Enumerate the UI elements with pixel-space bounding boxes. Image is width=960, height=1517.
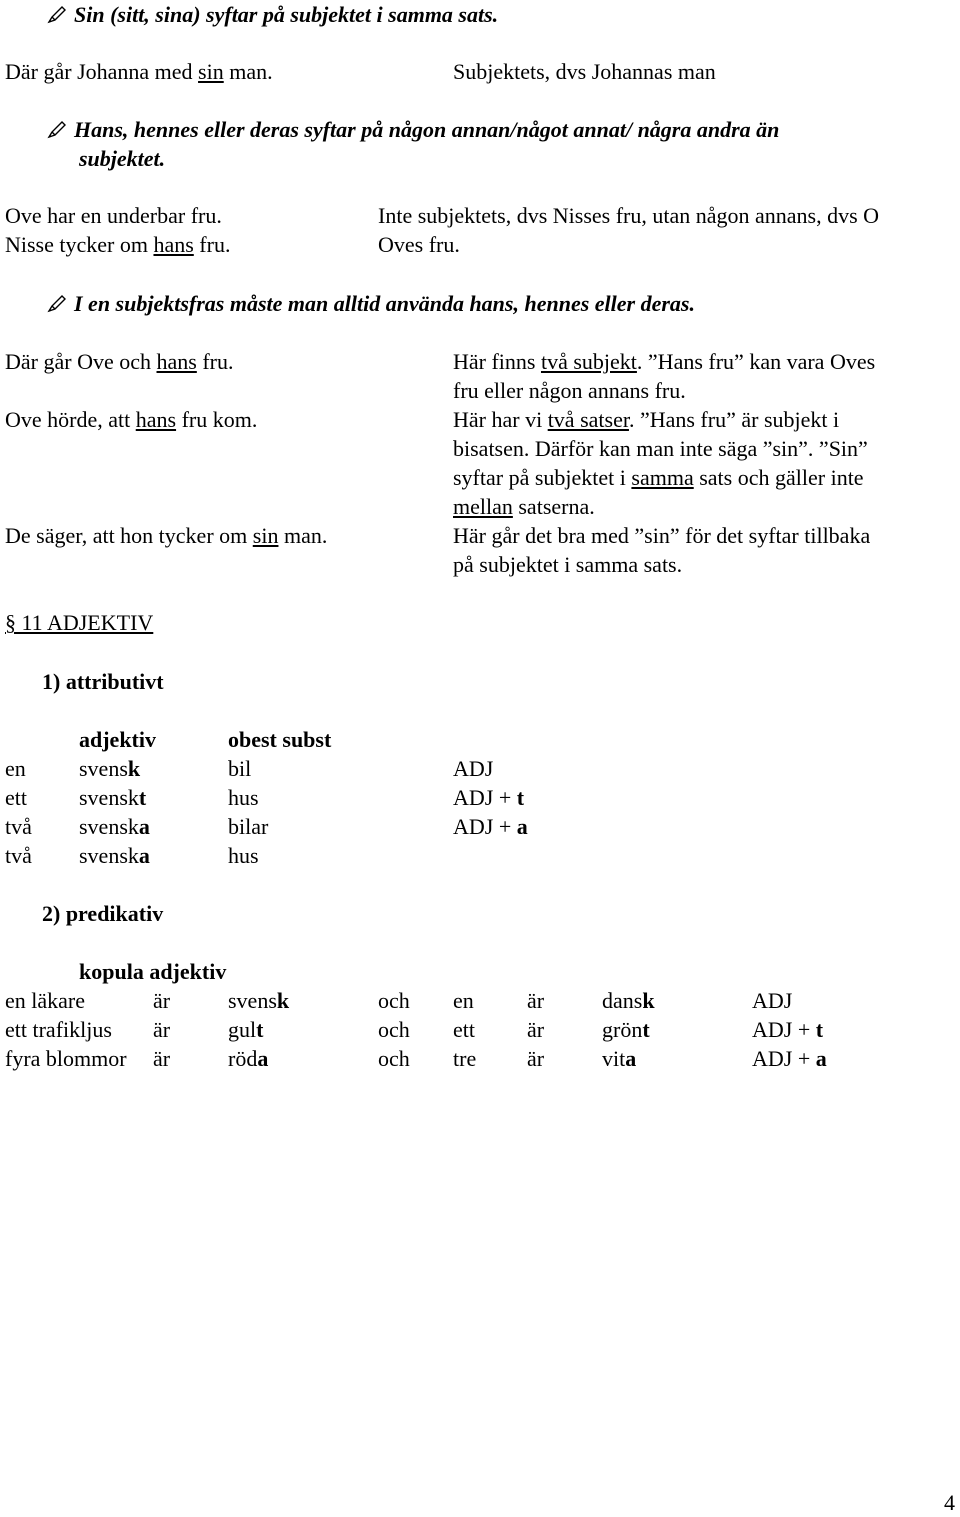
noun: hus — [228, 843, 259, 868]
rule-3-explain-3-line-2: på subjektet i samma sats. — [453, 552, 683, 577]
rule-2-title: Hans, hennes eller deras syftar på någon annan/något annat/ några andra än — [46, 115, 779, 144]
subject: ett trafikljus — [5, 1017, 112, 1042]
adjective: röda — [228, 1046, 269, 1071]
header-adjective: adjektiv — [79, 727, 156, 752]
section-heading: § 11 ADJEKTIV — [5, 610, 154, 635]
pencil-icon — [46, 3, 68, 25]
noun: hus — [228, 785, 259, 810]
pencil-icon — [46, 118, 68, 140]
adjective-2: dansk — [602, 988, 655, 1013]
rule-3-explain-2-line-2: bisatsen. Därför kan man inte säga ”sin”. ”Sin” — [453, 436, 868, 461]
adjective: svenska — [79, 843, 150, 868]
copula-2: är — [527, 988, 545, 1013]
subject-2: en — [453, 988, 474, 1013]
subsection-predicative: 2) predikativ — [42, 901, 164, 926]
adjective-2: vita — [602, 1046, 637, 1071]
rule-3-example-3: De säger, att hon tycker om sin man. — [5, 523, 328, 548]
subsection-attributive: 1) attributivt — [42, 669, 164, 694]
page-number: 4 — [944, 1490, 955, 1515]
copula: är — [153, 988, 171, 1013]
copula: är — [153, 1017, 171, 1042]
adjective: gult — [228, 1017, 264, 1042]
adjective: svensk — [79, 756, 141, 781]
rule-3-explain-3-line-1: Här går det bra med ”sin” för det syftar tillbaka — [453, 523, 871, 548]
rule-3-explain-1-line-2: fru eller någon annans fru. — [453, 378, 686, 403]
rule: ADJ + t — [453, 785, 525, 810]
copula-2: är — [527, 1017, 545, 1042]
rule-3-explain-2-line-4: mellan satserna. — [453, 494, 595, 519]
article: två — [5, 814, 32, 839]
rule-2-example-2: Nisse tycker om hans fru. — [5, 232, 231, 257]
pencil-icon — [46, 292, 68, 314]
copula-2: är — [527, 1046, 545, 1071]
noun: bil — [228, 756, 252, 781]
adjective: svenska — [79, 814, 150, 839]
subject-2: tre — [453, 1046, 477, 1071]
rule: ADJ + t — [752, 1017, 824, 1042]
subject: fyra blommor — [5, 1046, 127, 1071]
rule-2-title-cont: subjektet. — [79, 146, 166, 171]
adjective-2: grönt — [602, 1017, 650, 1042]
rule-3-explain-1-line-1: Här finns två subjekt. ”Hans fru” kan vara Oves — [453, 349, 876, 374]
rule-1-example: Där går Johanna med sin man. — [5, 59, 273, 84]
adjective: svenskt — [79, 785, 147, 810]
rule-3-example-1: Där går Ove och hans fru. — [5, 349, 234, 374]
rule-3-title: I en subjektsfras måste man alltid använda hans, hennes eller deras. — [46, 289, 695, 318]
subject-2: ett — [453, 1017, 475, 1042]
rule: ADJ + a — [752, 1046, 827, 1071]
header-copula-adjective: kopula adjektiv — [79, 959, 227, 984]
noun: bilar — [228, 814, 269, 839]
adjective: svensk — [228, 988, 290, 1013]
rule: ADJ + a — [453, 814, 528, 839]
rule: ADJ — [752, 988, 793, 1013]
subject: en läkare — [5, 988, 85, 1013]
copula: är — [153, 1046, 171, 1071]
rule-1-title: Sin (sitt, sina) syftar på subjektet i samma sats. — [46, 0, 498, 29]
conjunction: och — [378, 1017, 410, 1042]
article: en — [5, 756, 26, 781]
conjunction: och — [378, 1046, 410, 1071]
rule-3-explain-2-line-3: syftar på subjektet i samma sats och gäller inte — [453, 465, 864, 490]
rule-1-explanation: Subjektets, dvs Johannas man — [453, 59, 716, 84]
article: ett — [5, 785, 27, 810]
rule-3-explain-2-line-1: Här har vi två satser. ”Hans fru” är subjekt i — [453, 407, 840, 432]
header-indefinite-noun: obest subst — [228, 727, 332, 752]
article: två — [5, 843, 32, 868]
rule: ADJ — [453, 756, 494, 781]
rule-2-explanation-2: Oves fru. — [378, 232, 460, 257]
rule-3-example-2: Ove hörde, att hans fru kom. — [5, 407, 258, 432]
rule-2-example-1: Ove har en underbar fru. — [5, 203, 222, 228]
conjunction: och — [378, 988, 410, 1013]
rule-2-explanation-1: Inte subjektets, dvs Nisses fru, utan någon annans, dvs O — [378, 203, 880, 228]
